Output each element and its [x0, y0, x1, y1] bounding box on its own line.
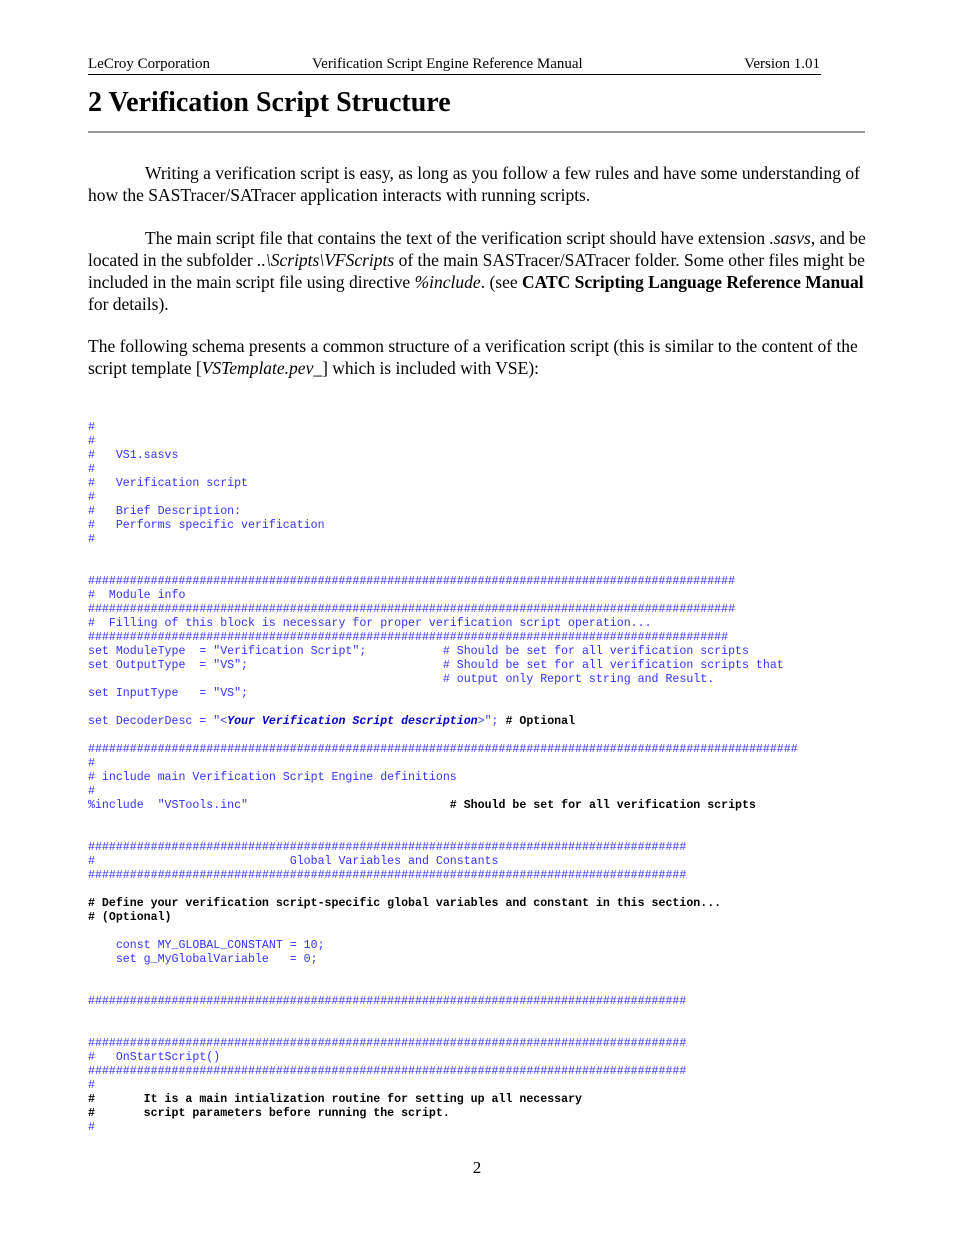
include-directive: %include — [414, 272, 481, 292]
paragraph-intro: Writing a verification script is easy, as long as you follow a few rules and have some understanding of how the SASTracer/SATracer application interacts with running scripts. — [88, 163, 860, 205]
header-version: Version 1.01 — [744, 56, 820, 72]
paragraph-schema: The following schema presents a common structure of a verification script (this is similar to the content of the script template [VSTemplate.pev_] which is included with VSE): — [88, 336, 858, 378]
paragraph-main-file: The main script file that contains the text of the verification script should have extension .sasvs, and be located in the subfolder ..\Scripts\VFScripts of the main SASTracer/SATracer folder. Some other files might be included in the main script file using directive %include. (see CATC Scripting Language Reference Manual for details). — [88, 228, 866, 314]
title-rule — [88, 131, 865, 133]
file-extension: .sasvs — [769, 228, 811, 248]
header-company: LeCroy Corporation — [88, 56, 211, 72]
page-header — [88, 55, 821, 75]
manual-reference: CATC Scripting Language Reference Manual — [522, 272, 864, 292]
template-name: VSTemplate.pev_ — [201, 358, 323, 378]
page-number: 2 — [472, 1158, 482, 1177]
section-title: 2 Verification Script Structure — [88, 87, 451, 118]
subfolder-path: ..\Scripts\VFScripts — [257, 250, 395, 270]
header-manual-title: Verification Script Engine Reference Manual — [312, 56, 583, 72]
code-listing: # # # VS1.sasvs # # Verification script # # Brief Description: # Performs specific verification # ############################################################################################# # Module info ############################################################################################# # Filling of this block is necessary for proper verification script operation... ############################################################################################ set ModuleType = "Verification Script"; # Should be set for all verification scripts set OutputType = "VS"; # Should be set for all verification scripts that # output only Report string and Result. set InputType = "VS"; set DecoderDesc = "<Your Verification Script description>"; # Optional ###################################################################################################### # # include main Verification Script Engine definitions # %include "VSTools.inc" # Should be set for all verification scripts ###################################################################################### # Global Variables and Constants ###################################################################################### # Define your verification script-specific global variables and constant in this section... # (Optional) const MY_GLOBAL_CONSTANT = 10; set g_MyGlobalVariable = 0; ###################################################################################### ###################################################################################### # OnStartScript() ###################################################################################### # # It is a main intialization routine for setting up all necessary # script parameters before running the script. # — [88, 421, 798, 1134]
